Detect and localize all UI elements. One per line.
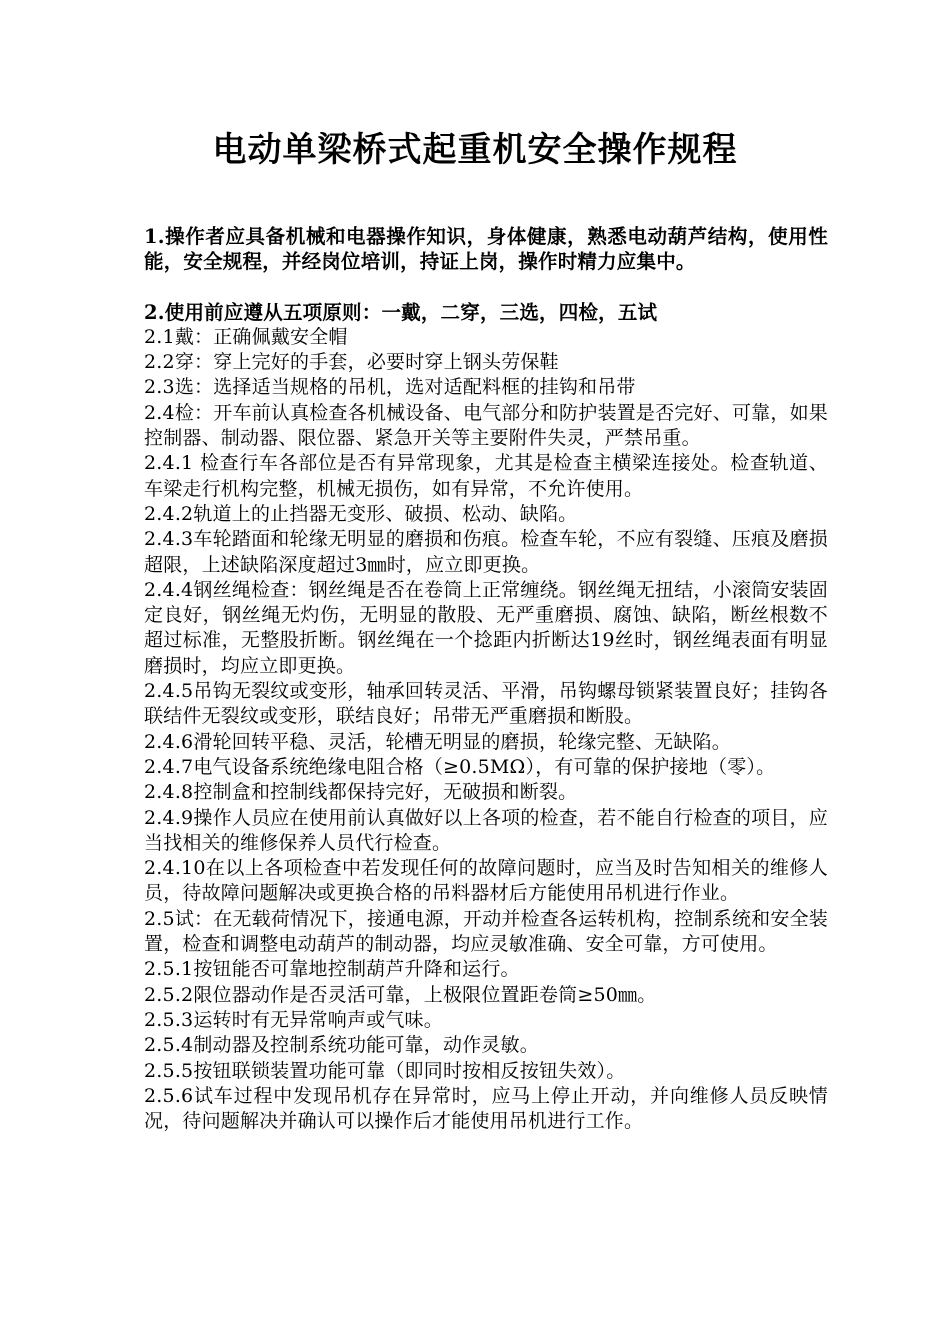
item-2-5-2: 2.5.2限位器动作是否灵活可靠，上极限位置距卷筒≥50㎜。: [144, 983, 657, 1006]
item-2-4-6: 2.4.6滑轮回转平稳、灵活，轮槽无明显的磨损，轮缘完整、无缺陷。: [144, 730, 731, 753]
item-2-5-4: 2.5.4制动器及控制系统功能可靠，动作灵敏。: [144, 1034, 539, 1057]
item-2-4-7: 2.4.7电气设备系统绝缘电阻合格（≥0.5MΩ），有可靠的保护接地（零）。: [144, 755, 776, 778]
item-2-2: 2.2穿：穿上完好的手套，必要时穿上钢头劳保鞋: [144, 351, 559, 374]
item-2-1: 2.1戴：正确佩戴安全帽: [144, 325, 348, 348]
item-2-4-8: 2.4.8控制盒和控制线都保持完好，无破损和断裂。: [144, 781, 578, 804]
item-2-4-3: 2.4.3车轮踏面和轮缘无明显的磨损和伤痕。检查车轮，不应有裂缝、压痕及磨损超限，上述缺陷深度超过3㎜时，应立即更换。: [144, 528, 828, 576]
section-2-heading: 2.使用前应遵从五项原则：一戴，二穿，三选，四检，五试: [144, 300, 658, 324]
item-2-5-5: 2.5.5按钮联锁装置功能可靠（即同时按相反按钮失效）。: [144, 1059, 626, 1082]
item-2-4-2: 2.4.2轨道上的止挡器无变形、破损、松动、缺陷。: [144, 502, 578, 525]
document-title: 电动单梁桥式起重机安全操作规程: [212, 130, 738, 170]
item-2-5-3: 2.5.3运转时有无异常响声或气味。: [144, 1008, 443, 1031]
item-2-5-6: 2.5.6试车过程中发现吊机存在异常时，应马上停止开动，并向维修人员反映情况，待问题解决并确认可以操作后才能使用吊机进行工作。: [144, 1084, 828, 1133]
item-2-4-1: 2.4.1 检查行车各部位是否有异常现象，尤其是检查主横梁连接处。检查轨道、车梁走行机构完整，机械无损伤，如有异常，不允许使用。: [144, 452, 828, 500]
section-1-paragraph: 1.操作者应具备机械和电器操作知识，身体健康，熟悉电动葫芦结构，使用性能，安全规程，并经岗位培训，持证上岗，操作时精力应集中。: [144, 225, 828, 274]
item-2-5-1: 2.5.1按钮能否可靠地控制葫芦升降和运行。: [144, 958, 520, 981]
item-2-3: 2.3选：选择适当规格的吊机，选对适配料框的挂钩和吊带: [144, 376, 636, 399]
document-body: [144, 224, 828, 1134]
paragraph-spacer: [144, 275, 828, 300]
item-2-4-5: 2.4.5吊钩无裂纹或变形，轴承回转灵活、平滑，吊钩螺母锁紧装置良好；挂钩各联结件无裂纹或变形，联结良好；吊带无严重磨损和断股。: [144, 680, 828, 728]
item-2-4: 2.4检：开车前认真检查各机械设备、电气部分和防护装置是否完好、可靠，如果控制器、制动器、限位器、紧急开关等主要附件失灵，严禁吊重。: [144, 401, 828, 450]
item-2-5: 2.5试：在无载荷情况下，接通电源，开动并检查各运转机构，控制系统和安全装置，检查和调整电动葫芦的制动器，均应灵敏准确、安全可靠，方可使用。: [144, 907, 828, 956]
item-2-4-10: 2.4.10在以上各项检查中若发现任何的故障问题时，应当及时告知相关的维修人员，待故障问题解决或更换合格的吊料器材后方能使用吊机进行作业。: [144, 857, 828, 905]
item-2-4-9: 2.4.9操作人员应在使用前认真做好以上各项的检查，若不能自行检查的项目，应当找相关的维修保养人员代行检查。: [144, 806, 828, 854]
item-2-4-4: 2.4.4钢丝绳检查：钢丝绳是否在卷筒上正常缠绕。钢丝绳无扭结，小滚筒安装固定良好，钢丝绳无灼伤，无明显的散股、无严重磨损、腐蚀、缺陷，断丝根数不超过标准，无整股折断。钢丝绳在一个捻距内折断达19丝时，钢丝绳表面有明显磨损时，均应立即更换。: [144, 578, 828, 677]
